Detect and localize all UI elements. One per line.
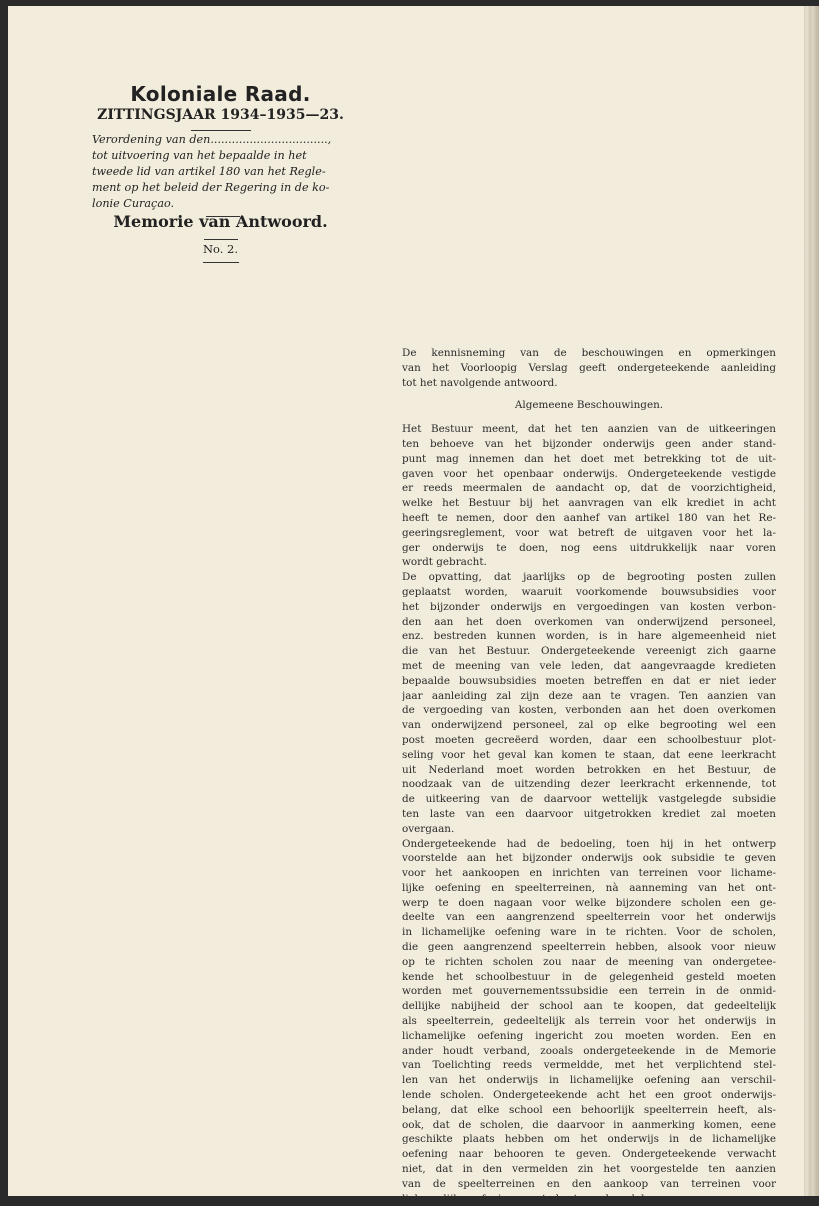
text-line: deelte van een aangrenzend speelterrein voor het onderwijs bbox=[402, 910, 776, 925]
text-line: ger onderwijs te doen, nog eens uitdrukkelijk naar voren bbox=[402, 541, 776, 556]
session-year: ZITTINGSJAAR 1934–1935—23. bbox=[88, 106, 353, 124]
text-line: belang, dat elke school een behoorlijk speelterrein heeft, als- bbox=[402, 1103, 776, 1118]
document-number bbox=[88, 242, 353, 263]
paragraph bbox=[402, 422, 776, 570]
text-line: oefening naar behooren te geven. Ondergeteekende verwacht bbox=[402, 1147, 776, 1162]
text-line: er reeds meermalen de aandacht op, dat de voorzichtigheid, bbox=[402, 481, 776, 496]
text-line: geeringsreglement, voor wat betreft de uitgaven voor het la- bbox=[402, 526, 776, 541]
text-line: van het Voorloopig Verslag geeft ondergeteekende aanleiding bbox=[402, 361, 776, 376]
ordinance-line: tweede lid van artikel 180 van het Regle- bbox=[92, 164, 354, 180]
text-line: lijke oefening en speelterreinen, nà aanneming van het ont- bbox=[402, 881, 776, 896]
document-header bbox=[88, 82, 353, 131]
document-page bbox=[8, 6, 804, 1196]
text-line: voorstelde aan het bijzonder onderwijs ook subsidie te geven bbox=[402, 851, 776, 866]
text-line: wordt gebracht. bbox=[402, 555, 776, 570]
text-line: ander houdt verband, zooals ondergeteekende in de Memorie bbox=[402, 1044, 776, 1059]
text-line: jaar aanleiding zal zijn deze aan te vragen. Ten aanzien van bbox=[402, 689, 776, 704]
text-line: geplaatst worden, waaruit voorkomende bouwsubsidies voor bbox=[402, 585, 776, 600]
text-line: van de speelterreinen en den aankoop van terreinen voor bbox=[402, 1177, 776, 1192]
text-line: Ondergeteekende had de bedoeling, toen hij in het ontwerp bbox=[402, 837, 776, 852]
intro-paragraph bbox=[402, 346, 776, 390]
text-line: post moeten gecreëerd worden, daar een schoolbestuur plot- bbox=[402, 733, 776, 748]
divider bbox=[191, 130, 251, 131]
text-line: de vergoeding van kosten, verbonden aan het doen overkomen bbox=[402, 703, 776, 718]
text-line: tot het navolgende antwoord. bbox=[402, 376, 776, 391]
text-line: welke het Bestuur bij het aanvragen van elk krediet in acht bbox=[402, 496, 776, 511]
document-number-label: No. 2. bbox=[203, 242, 238, 256]
text-line: lichamelijke oefening ingericht zou moeten worden. Een en bbox=[402, 1029, 776, 1044]
body-text bbox=[402, 346, 776, 1206]
text-line: met de meening van vele leden, dat aangevraagde kredieten bbox=[402, 659, 776, 674]
text-line: van Toelichting reeds vermeldde, met het verplichtend stel- bbox=[402, 1058, 776, 1073]
text-line: op te richten scholen zou naar de meening van ondergetee- bbox=[402, 955, 776, 970]
text-line: punt mag innemen dan het doet met betrekking tot de uit- bbox=[402, 452, 776, 467]
council-title: Koloniale Raad. bbox=[88, 82, 353, 106]
text-line: De kennisneming van de beschouwingen en opmerkingen bbox=[402, 346, 776, 361]
text-line: de uitkeering van de daarvoor wettelijk vastgelegde subsidie bbox=[402, 792, 776, 807]
paragraph bbox=[402, 837, 776, 1206]
text-line: als speelterrein, gedeeltelijk als terrein voor het onderwijs in bbox=[402, 1014, 776, 1029]
ordinance-line: ment op het beleid der Regering in de ko- bbox=[92, 180, 354, 196]
text-line: werp te doen nagaan voor welke bijzondere scholen een ge- bbox=[402, 896, 776, 911]
ordinance-title bbox=[92, 132, 354, 217]
text-line: De opvatting, dat jaarlijks op de begrooting posten zullen bbox=[402, 570, 776, 585]
book-page-edge bbox=[804, 6, 819, 1196]
section-heading: Algemeene Beschouwingen. bbox=[402, 398, 776, 413]
text-line: ook, dat de scholen, die daarvoor in aanmerking komen, eene bbox=[402, 1118, 776, 1133]
text-line: die geen aangrenzend speelterrein hebben, alsook voor nieuw bbox=[402, 940, 776, 955]
text-line: ten laste van een daarvoor uitgetrokken krediet zal moeten bbox=[402, 807, 776, 822]
text-line: Het Bestuur meent, dat het ten aanzien van de uitkeeringen bbox=[402, 422, 776, 437]
text-line: lichamelijke oefening groote kosten zal medebrengen. bbox=[402, 1192, 776, 1206]
text-line: in lichamelijke oefening ware in te richten. Voor de scholen, bbox=[402, 925, 776, 940]
text-line: dellijke nabijheid der school aan te koopen, dat gedeeltelijk bbox=[402, 999, 776, 1014]
document-heading bbox=[88, 212, 353, 240]
ordinance-line: Verordening van den................................., bbox=[92, 132, 354, 148]
text-line: het bijzonder onderwijs en vergoedingen van kosten verbon- bbox=[402, 600, 776, 615]
memorie-title: Memorie van Antwoord. bbox=[113, 212, 327, 231]
text-line: noodzaak van de uitzending dezer leerkracht erkennende, tot bbox=[402, 777, 776, 792]
text-line: den aan het doen overkomen van onderwijzend personeel, bbox=[402, 615, 776, 630]
text-line: van onderwijzend personeel, zal op elke begrooting wel een bbox=[402, 718, 776, 733]
ordinance-line: tot uitvoering van het bepaalde in het bbox=[92, 148, 354, 164]
text-line: len van het onderwijs in lichamelijke oefening aan verschil- bbox=[402, 1073, 776, 1088]
text-line: worden met gouvernementssubsidie een terrein in de onmid- bbox=[402, 984, 776, 999]
text-line: gaven voor het openbaar onderwijs. Ondergeteekende vestigde bbox=[402, 467, 776, 482]
paragraph bbox=[402, 570, 776, 836]
text-line: bepaalde bouwsubsidies moeten betreffen en dat er niet ieder bbox=[402, 674, 776, 689]
text-line: lende scholen. Ondergeteekende acht het een groot onderwijs- bbox=[402, 1088, 776, 1103]
text-line: enz. bestreden kunnen worden, is in hare algemeenheid niet bbox=[402, 629, 776, 644]
text-line: ten behoeve van het bijzonder onderwijs geen ander stand- bbox=[402, 437, 776, 452]
text-line: voor het aankoopen en inrichten van terreinen voor lichame- bbox=[402, 866, 776, 881]
text-line: niet, dat in den vermelden zin het voorgestelde ten aanzien bbox=[402, 1162, 776, 1177]
text-line: uit Nederland moet worden betrokken en het Bestuur, de bbox=[402, 763, 776, 778]
divider bbox=[204, 239, 238, 240]
text-line: overgaan. bbox=[402, 822, 776, 837]
text-line: heeft te nemen, door den aanhef van artikel 180 van het Re- bbox=[402, 511, 776, 526]
text-line: seling voor het geval kan komen te staan, dat eene leerkracht bbox=[402, 748, 776, 763]
divider bbox=[203, 262, 239, 263]
text-line: geschikte plaats hebben om het onderwijs in de lichamelijke bbox=[402, 1132, 776, 1147]
text-line: die van het Bestuur. Ondergeteekende vereenigt zich gaarne bbox=[402, 644, 776, 659]
ordinance-line: lonie Curaçao. bbox=[92, 196, 354, 212]
text-line: kende het schoolbestuur in de gelegenheid gesteld moeten bbox=[402, 970, 776, 985]
